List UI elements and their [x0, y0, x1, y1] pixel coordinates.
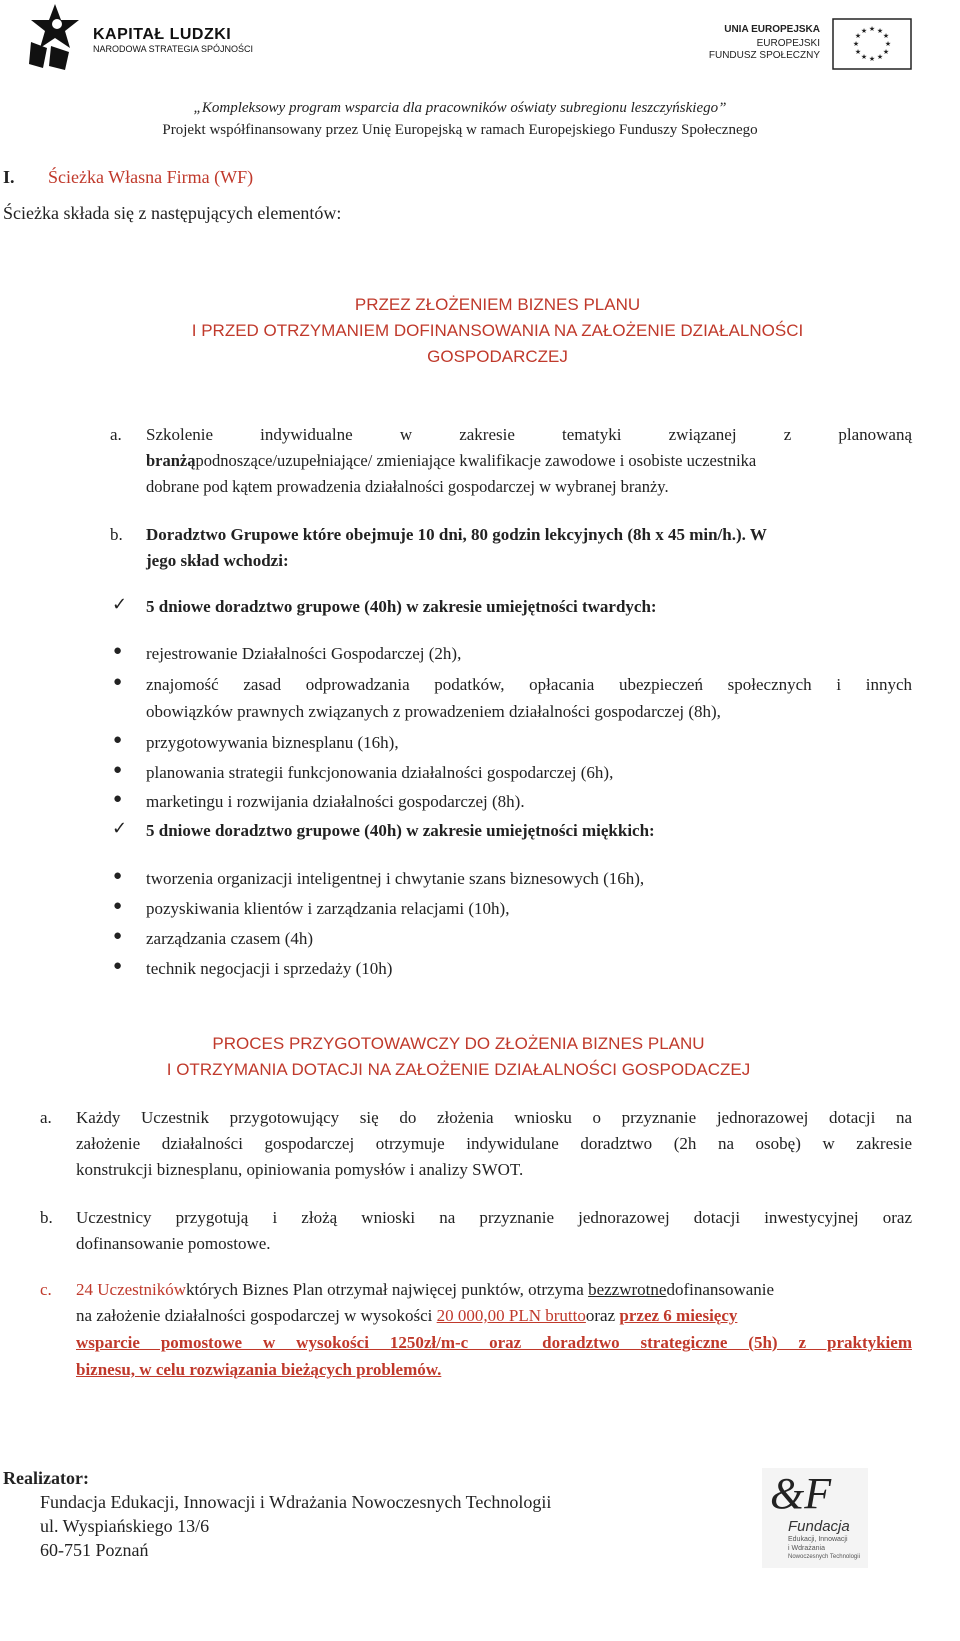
- list-item: przygotowywania biznesplanu (16h),: [146, 733, 399, 752]
- item-b-marker: b.: [110, 525, 123, 544]
- proc-c-text: oraz: [585, 1306, 620, 1325]
- item-a-line2: [146, 451, 912, 471]
- check-icon: ✓: [112, 594, 128, 615]
- proc-c-text: których Biznes Plan otrzymał najwięcej punktów, otrzyma: [186, 1280, 589, 1299]
- heading2-line2: I OTRZYMANIA DOTACJI NA ZAŁOŻENIE DZIAŁALNOŚCI GOSPODACZEJ: [166, 1060, 751, 1079]
- fundacja-logo-line2: Edukacji, Innowacji: [788, 1536, 848, 1543]
- list-item: rejestrowanie Działalności Gospodarczej (2h),: [146, 644, 462, 663]
- kapital-ludzki-subtitle: NARODOWA STRATEGIA SPÓJNOŚCI: [93, 44, 254, 54]
- item-a-line3: dobrane pod kątem prowadzenia działalności gospodarczej w wybranej branży.: [146, 477, 669, 496]
- list-item-continued: obowiązków prawnych związanych z prowadzeniem działalności gospodarczej (8h),: [146, 702, 721, 721]
- bullet-icon: ●: [113, 868, 123, 884]
- proc-a-marker: a.: [40, 1108, 52, 1127]
- bullet-icon: ●: [113, 898, 123, 914]
- footer-label: Realizator:: [3, 1468, 89, 1488]
- svg-text:★: ★: [868, 25, 876, 33]
- svg-text:★: ★: [852, 40, 860, 48]
- fundacja-logo-line1: Fundacja: [788, 1518, 850, 1535]
- eu-logo: [700, 18, 912, 70]
- heading1-line2: I PRZED OTRZYMANIEM DOFINANSOWANIA NA ZAŁOŻENIE DZIAŁALNOŚCI: [191, 321, 804, 340]
- bullet-icon: ●: [113, 791, 123, 807]
- proc-a-line2: założenie działalności gospodarczej otrzymuje indywidulane doradztwo (2h na osobę) w zakresie: [76, 1134, 912, 1153]
- svg-text:★: ★: [854, 32, 862, 40]
- item-a-line2-rest: podnoszące/uzupełniające/ zmieniające kwalifikacje zawodowe i osobiste uczestnika: [195, 451, 757, 470]
- project-line: Projekt współfinansowany przez Unię Europejską w ramach Europejskiego Funduszy Społecznego: [162, 122, 758, 138]
- svg-text:★: ★: [882, 48, 890, 56]
- footer-street: ul. Wyspiańskiego 13/6: [40, 1516, 210, 1536]
- heading1-line3: GOSPODARCZEJ: [427, 347, 568, 366]
- eu-logo-line2: EUROPEJSKI: [756, 38, 820, 49]
- section-title: Ścieżka Własna Firma (WF): [48, 167, 254, 187]
- svg-text:★: ★: [882, 32, 890, 40]
- eu-flag-icon: [832, 18, 912, 70]
- heading2-line1: PROCES PRZYGOTOWAWCZY DO ZŁOŻENIA BIZNES PLANU: [212, 1034, 705, 1053]
- fundacja-logo-line3: i Wdrażania: [788, 1545, 825, 1552]
- proc-c-line1: [76, 1280, 912, 1300]
- eu-logo-line1: UNIA EUROPEJSKA: [724, 24, 820, 35]
- bullet-icon: ●: [113, 928, 123, 944]
- section-intro: Ścieżka składa się z następujących elementów:: [3, 203, 342, 223]
- bullet-icon: ●: [113, 674, 123, 690]
- svg-text:★: ★: [860, 53, 868, 61]
- bullet-icon: ●: [113, 643, 123, 659]
- proc-c-nonrefundable: bezzwrotne: [588, 1280, 667, 1299]
- svg-text:★: ★: [860, 27, 868, 35]
- list-item: zarządzania czasem (4h): [146, 929, 314, 948]
- proc-a-line3: konstrukcji biznesplanu, opiniowania pomysłów i analizy SWOT.: [76, 1160, 524, 1179]
- proc-a-line1: Każdy Uczestnik przygotowujący się do złożenia wniosku o przyznanie jednorazowej dotacji na: [76, 1108, 912, 1127]
- item-b-line2: jego skład wchodzi:: [146, 551, 289, 570]
- check-icon: ✓: [112, 818, 128, 839]
- proc-c-text: na założenie działalności gospodarczej w wysokości: [76, 1306, 437, 1325]
- proc-c-line2: [76, 1306, 912, 1326]
- eu-logo-line3: FUNDUSZ SPOŁECZNY: [708, 50, 820, 61]
- proc-c-text: dofinansowanie: [666, 1280, 775, 1299]
- proc-c-months: przez 6 miesięcy: [619, 1306, 738, 1325]
- svg-text:★: ★: [876, 27, 884, 35]
- proc-b-marker: b.: [40, 1208, 53, 1227]
- proc-c-amount: 20 000,00 PLN brutto: [436, 1306, 586, 1325]
- program-line: „Kompleksowy program wsparcia dla pracowników oświaty subregionu leszczyńskiego”: [193, 100, 727, 116]
- list-item: pozyskiwania klientów i zarządzania relacjami (10h),: [146, 899, 510, 918]
- kapital-ludzki-title: KAPITAŁ LUDZKI: [93, 26, 232, 43]
- svg-text:★: ★: [884, 40, 892, 48]
- list-item: tworzenia organizacji inteligentnej i chwytanie szans biznesowych (16h),: [146, 869, 645, 888]
- svg-text:★: ★: [876, 53, 884, 61]
- bullet-icon: ●: [113, 762, 123, 778]
- kapital-ludzki-logo: [25, 2, 285, 72]
- proc-b-line2: dofinansowanie pomostowe.: [76, 1234, 271, 1253]
- list-item: marketingu i rozwijania działalności gospodarczej (8h).: [146, 792, 525, 811]
- section-number: I.: [3, 167, 15, 187]
- soft-skills-heading: 5 dniowe doradztwo grupowe (40h) w zakresie umiejętności miękkich:: [146, 821, 655, 840]
- list-item: znajomość zasad odprowadzania podatków, opłacania ubezpieczeń społecznych i innych: [146, 675, 912, 694]
- svg-text:★: ★: [868, 55, 876, 63]
- proc-c-line4: biznesu, w celu rozwiązania bieżących problemów.: [76, 1360, 442, 1379]
- list-item: planowania strategii funkcjonowania działalności gospodarczej (6h),: [146, 763, 614, 782]
- svg-text:★: ★: [854, 48, 862, 56]
- fundacja-logo: [762, 1468, 868, 1568]
- proc-b-line1: Uczestnicy przygotują i złożą wnioski na przyznanie jednorazowej dotacji inwestycyjnej oraz: [76, 1208, 912, 1227]
- item-a-line1: Szkolenie indywidualne w zakresie tematyki związanej z planowaną: [146, 425, 912, 444]
- hard-skills-heading: 5 dniowe doradztwo grupowe (40h) w zakresie umiejętności twardych:: [146, 597, 657, 616]
- proc-c-marker: c.: [40, 1280, 52, 1299]
- bullet-icon: ●: [113, 958, 123, 974]
- proc-c-participants: 24 Uczestników: [76, 1280, 187, 1299]
- list-item: technik negocjacji i sprzedaży (10h): [146, 959, 393, 978]
- item-b-line1: Doradztwo Grupowe które obejmuje 10 dni, 80 godzin lekcyjnych (8h x 45 min/h.). W: [146, 525, 767, 544]
- item-a-marker: a.: [110, 425, 122, 444]
- fundacja-logo-line4: Nowoczesnych Technologii: [788, 1554, 860, 1560]
- footer-org: Fundacja Edukacji, Innowacji i Wdrażania Nowoczesnych Technologii: [40, 1492, 552, 1512]
- kapital-ludzki-emblem-icon: [25, 2, 83, 70]
- proc-c-line3: wsparcie pomostowe w wysokości 1250zł/m-c oraz doradztwo strategiczne (5h) z praktykiem: [76, 1333, 912, 1352]
- footer-city: 60-751 Poznań: [40, 1540, 149, 1560]
- heading1-line1: PRZEZ ZŁOŻENIEM BIZNES PLANU: [354, 295, 641, 314]
- bullet-icon: ●: [113, 732, 123, 748]
- fundacja-logo-symbol: &F: [770, 1469, 832, 1518]
- item-a-branch: branżą: [146, 451, 196, 470]
